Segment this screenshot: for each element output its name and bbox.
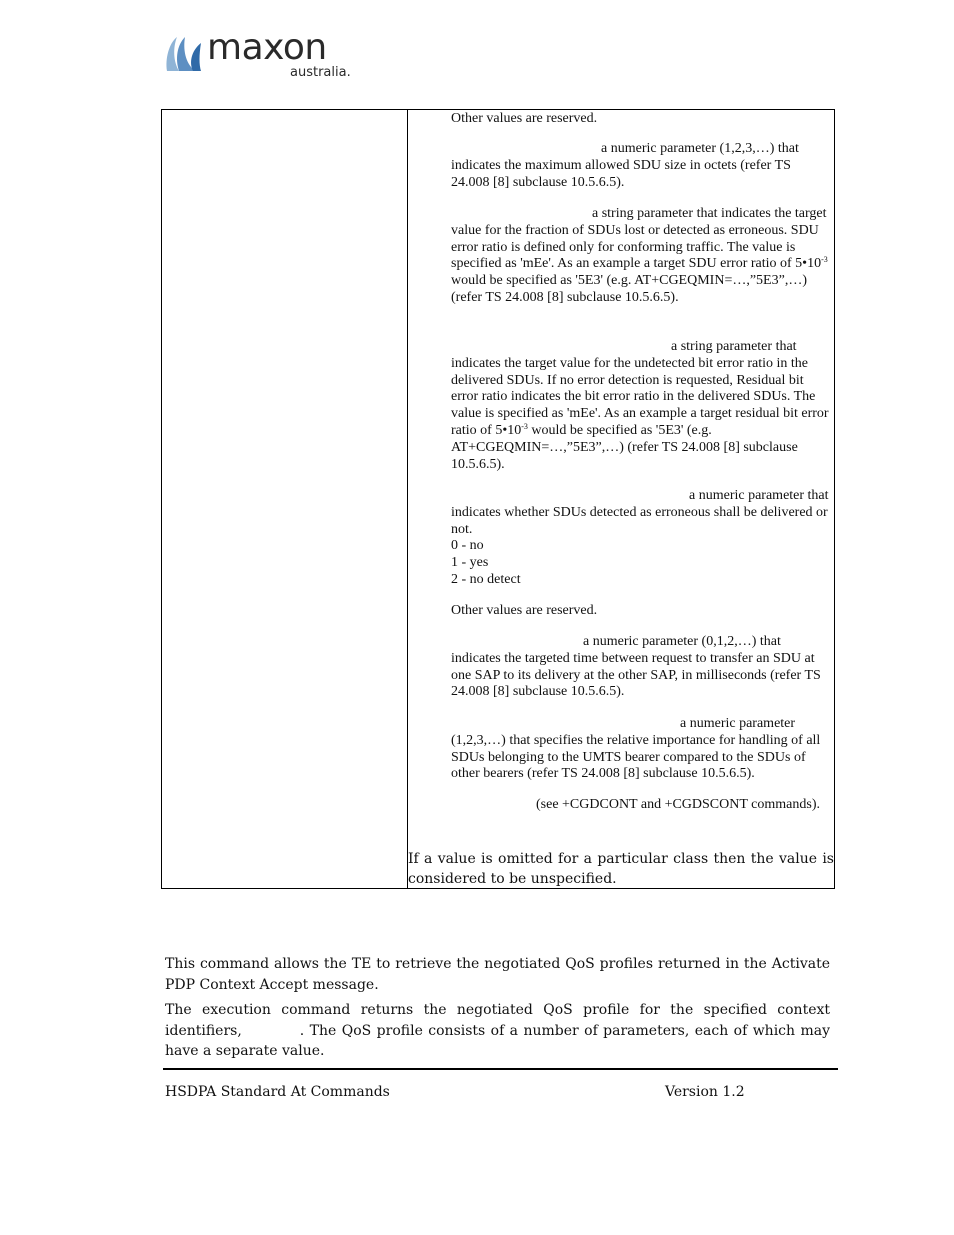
footer-version: Version 1.2 xyxy=(665,1084,745,1100)
command-description-paragraph-2: The execution command returns the negotiated QoS profile for the specified context identifiers, . The QoS profile consists of a number of parameters, each of which may have a separate value. xyxy=(165,1002,830,1059)
parameter-description-cell xyxy=(408,110,834,888)
logo-subtitle: australia. xyxy=(290,65,351,80)
erroneous-sdu-description: a numeric parameter that indicates whether SDUs detected as erroneous shall be delivered or not. 0 - no 1 - yes 2 - no detect xyxy=(451,488,829,587)
option-0: 0 - no xyxy=(451,538,484,554)
sdu-size-description: a numeric parameter (1,2,3,…) that indicates the maximum allowed SDU size in octets (refer TS 24.008 [8] subclause 10.5.6.5). xyxy=(451,141,799,190)
maxon-logo xyxy=(163,27,358,83)
footer-document-title: HSDPA Standard At Commands xyxy=(165,1084,390,1100)
traffic-priority-description: a numeric parameter (1,2,3,…) that specifies the relative importance for handling of all SDUs belonging to the UMTS bearer compared to the SDUs of other bearers (refer TS 24.008 [8] subclause 10.5.6.5). xyxy=(451,716,821,782)
transfer-delay-description: a numeric parameter (0,1,2,…) that indicates the targeted time between request to transfer an SDU at one SAP to its delivery at the other SAP, in milliseconds (refer TS 24.008 [8] subclause 10.5.6.5). xyxy=(451,634,821,700)
footer-divider xyxy=(163,1068,838,1070)
reserved-note-2: Other values are reserved. xyxy=(451,603,598,618)
reserved-note-1: Other values are reserved. xyxy=(451,111,598,126)
pdp-type-description: (see +CGDCONT and +CGDSCONT commands). xyxy=(536,797,820,812)
logo-wordmark: maxon xyxy=(207,27,327,68)
option-1: 1 - yes xyxy=(451,555,489,571)
sdu-error-ratio-description: a string parameter that indicates the target value for the fraction of SDUs lost or detected as erroneous. SDU error ratio is defined only for conforming traffic. The value is specified as 'mEe'. As an example a target SDU error ratio of $5•10^{-3}$ would be specified as '5E3' (e.g. AT+CGEQMIN=…,”5E3”,…) (refer TS 24.008 [8] subclause 10.5.6.5). xyxy=(451,206,828,305)
option-2: 2 - no detect xyxy=(451,571,521,587)
parameter-table xyxy=(161,109,835,889)
maxon-swoosh-icon xyxy=(163,35,203,75)
residual-ber-description: a string parameter that indicates the target value for the undetected bit error ratio in the delivered SDUs. If no error detection is requested, Residual bit error ratio indicates the bit error ratio in the delivered SDUs. The value is specified as 'mEe'. As an example a target residual bit error ratio of $5•10^{-3}$ would be specified as '5E3' (e.g. AT+CGEQMIN=…,”5E3”,…) (refer TS 24.008 [8] subclause 10.5.6.5). xyxy=(451,339,829,472)
omitted-value-note: If a value is omitted for a particular class then the value is considered to be unspecified. xyxy=(408,851,834,887)
command-description-paragraph-1: This command allows the TE to retrieve the negotiated QoS profiles returned in the Activate PDP Context Accept message. xyxy=(165,956,830,993)
